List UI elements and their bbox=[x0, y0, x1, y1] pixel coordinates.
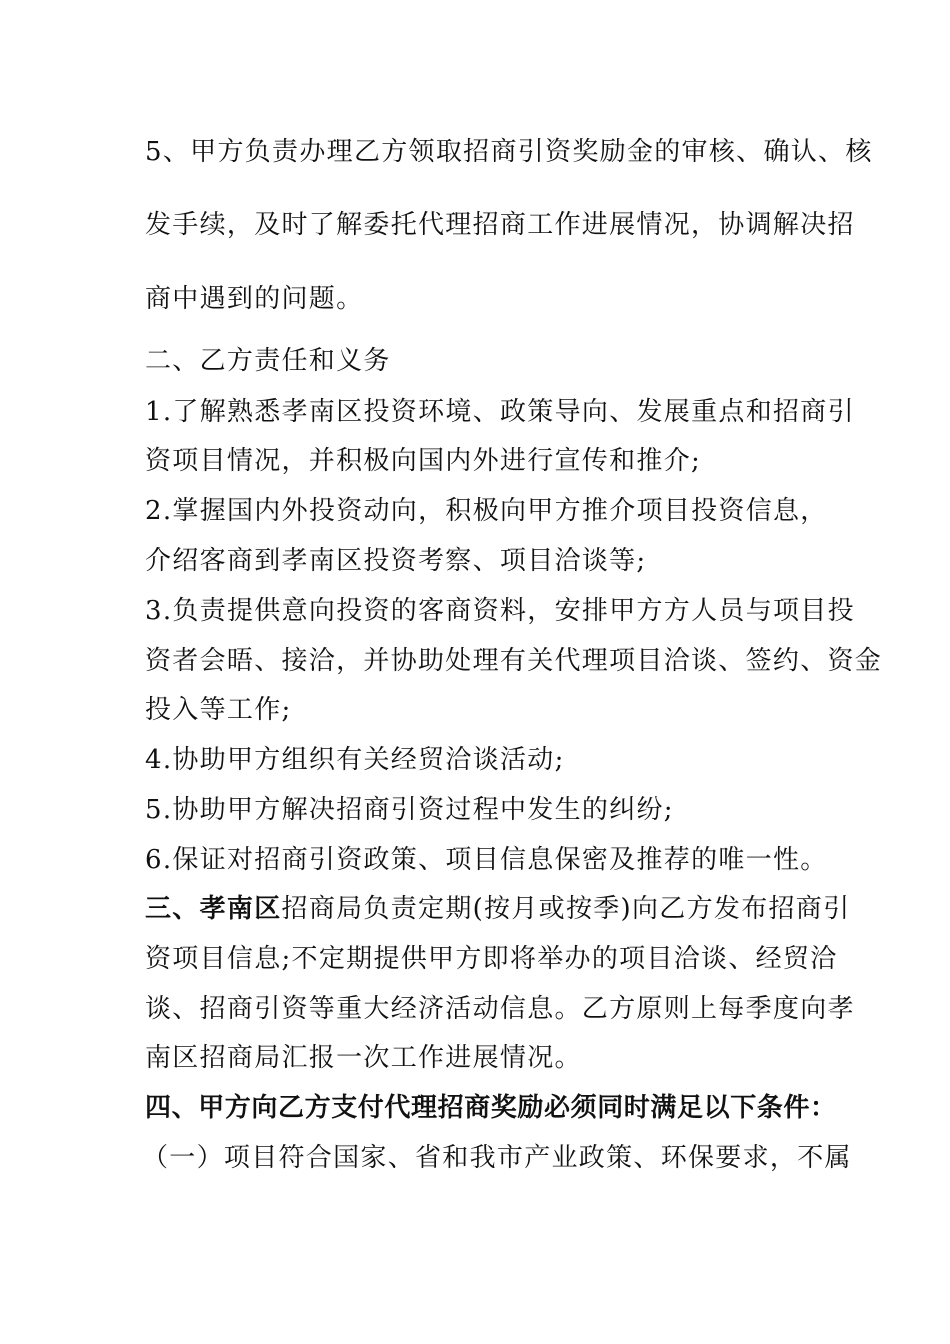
section-heading: 二、乙方责任和义务 bbox=[145, 346, 391, 376]
paragraph-line: 2.掌握国内外投资动向，积极向甲方推介项目投资信息， bbox=[145, 496, 828, 526]
section-three-text: 招商局负责定期(按月或按季)向乙方发布招商引 bbox=[281, 894, 851, 924]
paragraph-line: 5.协助甲方解决招商引资过程中发生的纠纷; bbox=[145, 795, 674, 825]
paragraph-line: 发手续，及时了解委托代理招商工作进展情况，协调解决招 bbox=[145, 210, 855, 240]
paragraph-line: 谈、招商引资等重大经济活动信息。乙方原则上每季度向孝 bbox=[145, 994, 855, 1024]
paragraph-line: 商中遇到的问题。 bbox=[145, 284, 364, 314]
paragraph-line: 3.负责提供意向投资的客商资料，安排甲方方人员与项目投 bbox=[145, 596, 855, 626]
paragraph-line: 4.协助甲方组织有关经贸洽谈活动; bbox=[145, 745, 565, 775]
section-three-bold-prefix: 三、孝南区 bbox=[145, 894, 282, 924]
section-four-heading: 四、甲方向乙方支付代理招商奖励必须同时满足以下条件： bbox=[145, 1093, 837, 1123]
paragraph-line: 资项目信息;不定期提供甲方即将举办的项目洽谈、经贸洽 bbox=[145, 944, 838, 974]
paragraph-line: 南区招商局汇报一次工作进展情况。 bbox=[145, 1043, 582, 1073]
section-three-line bbox=[145, 892, 850, 926]
paragraph-line: 投入等工作; bbox=[145, 695, 292, 725]
paragraph-line: 资者会晤、接洽，并协助处理有关代理项目洽谈、签约、资金 bbox=[145, 646, 883, 676]
paragraph-line: 5、甲方负责办理乙方领取招商引资奖励金的审核、确认、核 bbox=[145, 137, 873, 167]
paragraph-line: 介绍客商到孝南区投资考察、项目洽谈等; bbox=[145, 546, 647, 576]
paragraph-line: 6.保证对招商引资政策、项目信息保密及推荐的唯一性。 bbox=[145, 845, 828, 875]
paragraph-line: （一）项目符合国家、省和我市产业政策、环保要求，不属 bbox=[142, 1143, 852, 1173]
paragraph-line: 1.了解熟悉孝南区投资环境、政策导向、发展重点和招商引 bbox=[145, 397, 855, 427]
paragraph-line: 资项目情况，并积极向国内外进行宣传和推介; bbox=[145, 446, 702, 476]
